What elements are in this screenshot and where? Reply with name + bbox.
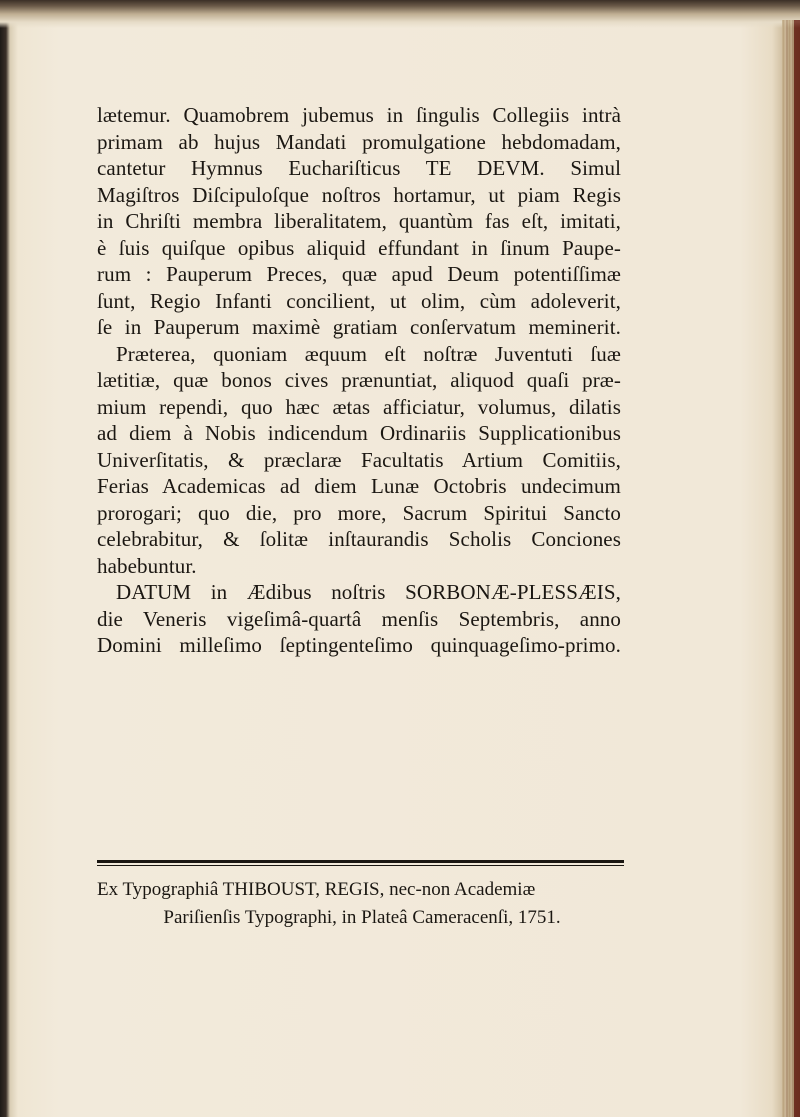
- text-line: celebrabitur, & ſolitæ inſtaurandis Scholis Conciones: [97, 527, 621, 551]
- page-top-edge: [0, 0, 800, 28]
- text-line: Domini milleſimo ſeptingenteſimo quinquageſimo-primo.: [97, 633, 621, 657]
- text-line: prorogari; quo die, pro more, Sacrum Spiritui Sancto: [97, 500, 621, 525]
- imprint-line-2: Pariſienſis Typographi, in Plateâ Cameracenſi, 1751.: [163, 907, 561, 928]
- paragraph-1: [97, 102, 621, 341]
- text-line: lætemur. Quamobrem jubemus in ſingulis Collegiis intrà: [97, 103, 621, 127]
- text-line: lætitiæ, quæ bonos cives prænuntiat, aliquod quaſi præ-: [97, 368, 621, 392]
- double-rule-divider: [97, 860, 624, 863]
- text-line: in Chriſti membra liberalitatem, quantùm fas eſt, imitati,: [97, 209, 621, 233]
- paragraph-3-dating-clause: [97, 579, 621, 659]
- text-line: Ferias Academicas ad diem Lunæ Octobris undecimum: [97, 474, 621, 498]
- text-line: habebuntur.: [97, 553, 197, 578]
- text-line: rum : Pauperum Preces, quæ apud Deum potentiſſimæ: [97, 262, 621, 286]
- text-line: Præterea, quoniam æquum eſt noſtræ Juventuti ſuæ: [116, 341, 621, 366]
- text-line: ſunt, Regio Infanti concilient, ut olim, cùm adoleverit,: [97, 288, 621, 313]
- text-line: Univerſitatis, & præclaræ Facultatis Artium Comitiis,: [97, 447, 621, 472]
- text-line: è ſuis quiſque opibus aliquid effundant in ſinum Paupe-: [97, 235, 621, 260]
- book-fore-edge: [782, 20, 800, 1117]
- text-line: die Veneris vigeſimâ-quartâ menſis Septembris, anno: [97, 606, 621, 631]
- text-line: ad diem à Nobis indicendum Ordinariis Supplicationibus: [97, 421, 621, 445]
- imprint-line-1: Ex Typographiâ THIBOUST, REGIS, nec-non Academiæ: [97, 879, 536, 900]
- paragraph-2: [97, 341, 621, 580]
- text-line: mium rependi, quo hæc ætas afficiatur, volumus, dilatis: [97, 394, 621, 419]
- text-line: Magiſtros Diſcipuloſque noſtros hortamur, ut piam Regis: [97, 182, 621, 207]
- printer-imprint: [97, 876, 627, 932]
- text-line: DATUM in Ædibus noſtris SORBONÆ-PLESSÆIS,: [116, 580, 621, 604]
- text-line: cantetur Hymnus Euchariſticus TE DEVM. Simul: [97, 156, 621, 180]
- text-line: primam ab hujus Mandati promulgatione hebdomadam,: [97, 129, 621, 154]
- page-body: [97, 102, 621, 659]
- text-line: ſe in Pauperum maximè gratiam conſervatum meminerit.: [97, 315, 621, 339]
